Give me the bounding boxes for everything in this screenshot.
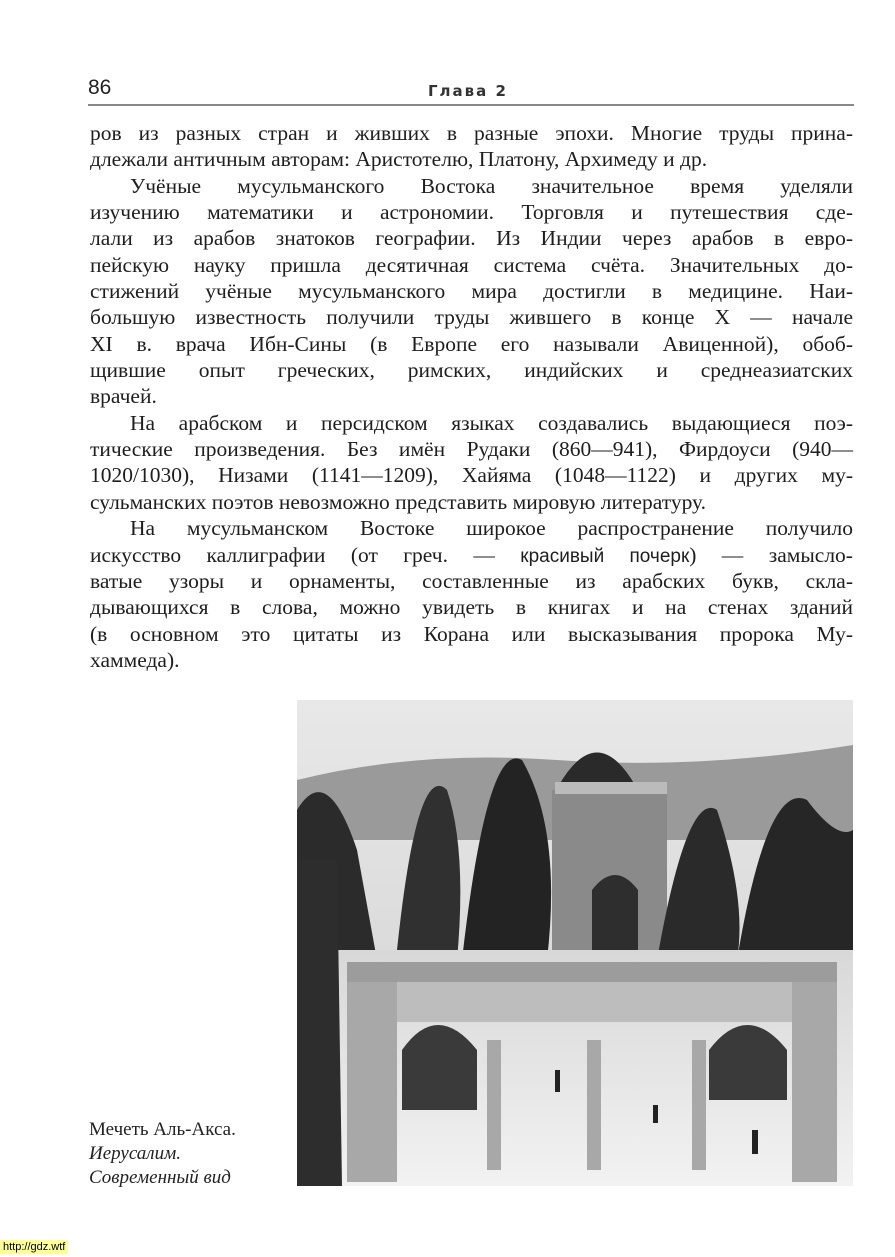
chapter-title: Глава 2 xyxy=(428,82,508,100)
page-number: 86 xyxy=(88,76,112,99)
text-line: хаммеда). xyxy=(90,647,180,672)
text-line: 1020/1030), Низами (1141—1209), Хайяма (1048—1122) и других му- xyxy=(90,463,853,488)
caption-place: Иерусалим. xyxy=(89,1143,181,1164)
text-line: На мусульманском Востоке широкое распространение получило xyxy=(130,516,853,541)
header-rule xyxy=(88,104,854,106)
text-part: искусство каллиграфии (от греч. — xyxy=(90,542,521,567)
term-translation: красивый почерк xyxy=(520,545,690,567)
text-line: XI в. врача Ибн-Сины (в Европе его называли Авиценной), обоб- xyxy=(90,331,853,356)
text-line: пейскую науку пришла десятичная система счёта. Значительных до- xyxy=(90,252,853,277)
text-part: ) — замысло- xyxy=(689,542,853,567)
text-line: (в основном это цитаты из Корана или высказывания пророка Му- xyxy=(90,621,853,646)
photo-caption xyxy=(89,1118,236,1190)
text-line: дывающихся в слова, можно увидеть в книгах и на стенах зданий xyxy=(90,595,853,620)
text-line: длежали античным авторам: Аристотелю, Платону, Архимеду и др. xyxy=(90,147,708,172)
caption-note: Современный вид xyxy=(89,1167,231,1188)
caption-title: Мечеть Аль-Акса. xyxy=(89,1119,236,1140)
text-line xyxy=(90,542,853,568)
text-line: лали из арабов знатоков географии. Из Индии через арабов в евро- xyxy=(90,226,853,251)
text-line: щившие опыт греческих, римских, индийских и среднеазиатских xyxy=(90,358,853,383)
body-text xyxy=(90,120,853,673)
watermark-link[interactable]: http://gdz.wtf xyxy=(0,1240,68,1254)
text-line: Учёные мусульманского Востока значительное время уделяли xyxy=(130,173,853,198)
text-line: На арабском и персидском языках создавались выдающиеся поэ- xyxy=(130,410,853,435)
text-line: сульманских поэтов невозможно представить мировую литературу. xyxy=(90,489,707,514)
text-line: большую известность получили труды жившего в конце X — начале xyxy=(90,305,853,330)
text-line: ватые узоры и орнаменты, составленные из арабских букв, скла- xyxy=(90,568,853,593)
mosque-photo xyxy=(297,700,853,1186)
text-line: изучению математики и астрономии. Торговля и путешествия сде- xyxy=(90,200,853,225)
text-line: ров из разных стран и живших в разные эпохи. Многие труды прина- xyxy=(90,121,853,145)
text-line: врачей. xyxy=(90,384,157,409)
text-line: тические произведения. Без имён Рудаки (860—941), Фирдоуси (940— xyxy=(90,437,853,462)
text-line: стижений учёные мусульманского мира достигли в медицине. Наи- xyxy=(90,279,853,304)
